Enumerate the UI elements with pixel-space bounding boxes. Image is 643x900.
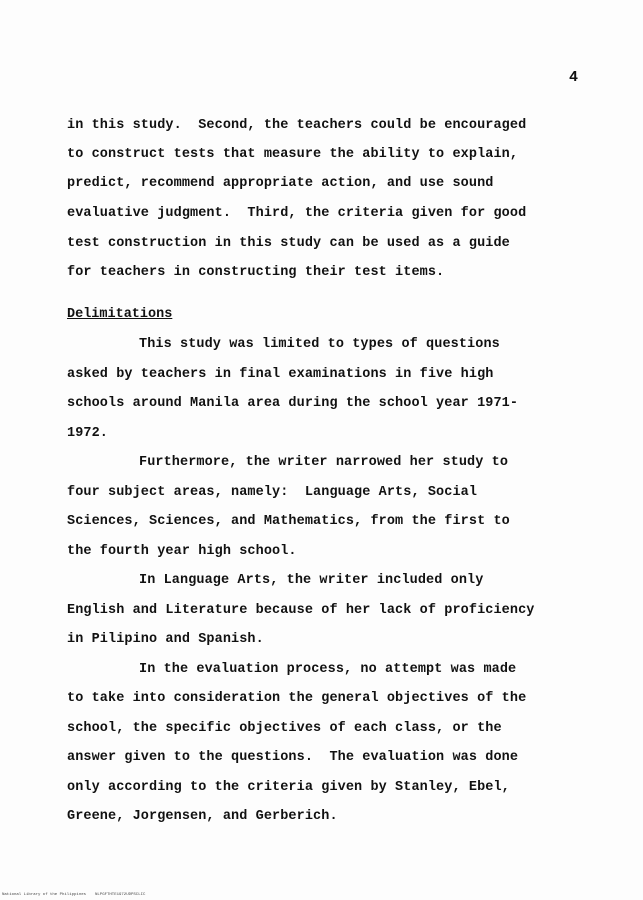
text-line: in this study. Second, the teachers could be encouraged — [67, 118, 527, 133]
text-line: the fourth year high school. — [67, 544, 297, 559]
text-line: only according to the criteria given by Stanley, Ebel, — [67, 780, 510, 795]
text-line: evaluative judgment. Third, the criteria given for good — [67, 206, 527, 221]
text-line: answer given to the questions. The evaluation was done — [67, 750, 519, 765]
text-line: in Pilipino and Spanish. — [67, 632, 264, 647]
text-line: for teachers in constructing their test items. — [67, 265, 445, 280]
text-line: 1972. — [67, 426, 109, 441]
text-line: test construction in this study can be used as a guide — [67, 236, 510, 251]
text-line: In the evaluation process, no attempt was made — [139, 662, 517, 677]
text-line: schools around Manila area during the school year 1971- — [67, 396, 519, 411]
text-line: asked by teachers in final examinations in five high — [67, 367, 494, 382]
text-line: predict, recommend appropriate action, and use sound — [67, 176, 494, 191]
text-line: four subject areas, namely: Language Arts, Social — [67, 485, 478, 500]
text-line: to construct tests that measure the ability to explain, — [67, 147, 519, 162]
text-line: Sciences, Sciences, and Mathematics, from the first to — [67, 514, 510, 529]
text-line: to take into consideration the general objectives of the — [67, 691, 527, 706]
text-line: school, the specific objectives of each class, or the — [67, 721, 502, 736]
text-line: Greene, Jorgensen, and Gerberich. — [67, 809, 338, 824]
text-line: This study was limited to types of questions — [139, 337, 500, 352]
page-number: 4 — [569, 69, 579, 86]
text-line: In Language Arts, the writer included only — [139, 573, 484, 588]
footer-id: NLPGFTHTE1972UDPSCLIC — [95, 893, 146, 897]
text-line: Furthermore, the writer narrowed her study to — [139, 455, 509, 470]
footer-source: National Library of the Philippines — [2, 893, 87, 897]
text-line: English and Literature because of her lack of proficiency — [67, 603, 535, 618]
section-heading: Delimitations — [67, 307, 173, 322]
